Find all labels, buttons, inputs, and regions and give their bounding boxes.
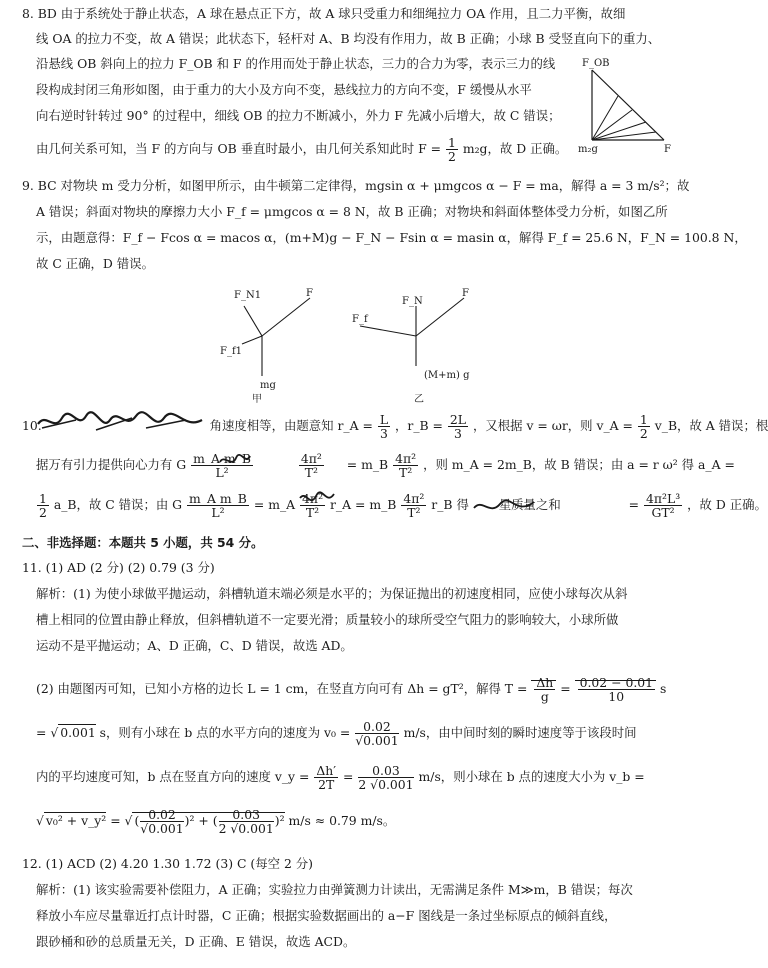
q11-line-1: 解析：(1) 为使小球做平抛运动，斜槽轨道末端必须是水平的；为保证抛出的初速度相同，应使小球每次从斜 [36, 586, 628, 601]
q11-line-5-a: = [36, 725, 47, 740]
q8-line-3: 沿悬线 OB 斜向上的拉力 F_OB 和 F 的作用而处于静止状态，三力的合力为零，表示三力的线 [36, 56, 556, 71]
handwriting-scribble [470, 494, 540, 520]
caption-jia: 甲 [252, 394, 262, 405]
q11-line-5-c: s，则有小球在 b 点的水平方向的速度为 v₀ = [99, 725, 351, 740]
q8-line-6-a: 由几何关系可知，当 F 的方向与 OB 垂直时最小，由几何关系知此时 F = [36, 141, 442, 156]
fob-label: F_OB [582, 58, 610, 69]
q11-line-6-c: m/s，则小球在 b 点的速度大小为 v_b = [418, 769, 645, 784]
q10-line-1-d: ，又根据 v = ωr，则 v_A = [472, 418, 633, 433]
section-heading: 二、非选择题：本题共 5 小题，共 54 分。 [22, 535, 264, 550]
q10-line-3-b: = m_A [253, 497, 296, 512]
force-triangle-figure [578, 56, 688, 156]
fraction: $\frac{\text{4π²}}{\text{T²}}$ [403, 491, 425, 520]
q11-line-4-c: s [659, 681, 667, 696]
fraction: $\frac{2L}{3}$ [449, 412, 467, 441]
fraction: $\frac{\text{4π²}}{\text{T²}}$ [395, 451, 417, 480]
q8-line-4: 段构成封闭三角形如图，由于重力的大小及方向不变，悬线拉力的方向不变，F 缓慢从水平 [36, 82, 532, 97]
q11-line-5-d: m/s，由中间时刻的瞬时速度等于该段时间 [403, 725, 637, 740]
q11-line-2: 槽上相同的位置由静止释放，但斜槽轨道不一定要光滑；质量较小的球所受空气阻力的影响较大，小球所做 [36, 612, 619, 627]
q11-line-6-a: 内的平均速度可知，b 点在竖直方向的速度 v_y = [36, 769, 310, 784]
q11-head: 11. (1) AD (2 分) (2) 0.79 (3 分) [22, 560, 215, 575]
ff1-label: F_f1 [220, 346, 243, 357]
mg-label: m₂g [578, 144, 598, 155]
f-label: F [664, 144, 671, 155]
force-diagram-yi [350, 284, 490, 404]
q10-line-2 [36, 452, 735, 479]
q8-line-5: 向右逆时针转过 90° 的过程中，细线 OB 的拉力不断减小，外力 F 先减小后增大，故 C 错误； [36, 108, 561, 123]
q10-line-1-e: v_B，故 A 错误；根 [654, 418, 768, 433]
q11-line-4-a: (2) 由题图丙可知，已知小方格的边长 L = 1 cm，在竖直方向可有 Δh = gT²，解得 T = [36, 681, 528, 696]
q10-line-3-e: 星质量之和 [498, 497, 561, 512]
q8-line-2: 线 OA 的拉力不变，故 A 错误；此状态下，轻杆对 A、B 均没有作用力，故 B 正确；小球 B 受竖直向下的重力、 [36, 31, 661, 46]
q11-line-6-b: = [343, 769, 354, 784]
mg-label: (M+m) g [424, 370, 470, 381]
q11-line-3: 运动不是平抛运动；A、D 正确，C、D 错误，故选 AD。 [36, 638, 353, 653]
q10-line-2-a: 据万有引力提供向心力有 G [36, 457, 187, 472]
q11-line-7: √ v₀² + v_y² = √ ( $\frac{0.02}{√0.001}$ )² + ( $\frac{0.03}{2 √0.001}$ )² m/s ≈ 0.79 m/s。 [36, 807, 396, 836]
q10-line-1-a: 10. [22, 418, 42, 433]
fraction: $\frac{\text{4π²}}{\text{T²}}$ [302, 491, 324, 520]
fraction: $\frac{\text{4π²}}{\text{T²}}$ [300, 451, 322, 480]
q8-line-1: 8. BD 由于系统处于静止状态，A 球在悬点正下方，故 A 球只受重力和细绳拉力 OA 作用，且二力平衡，故细 [22, 6, 626, 21]
mg-label: mg [260, 380, 276, 391]
q12-line-3: 跟砂桶和砂的总质量无关，D 正确、E 错误，故选 ACD。 [36, 934, 356, 949]
fraction: $\frac{L}{3}$ [379, 412, 389, 441]
q10-line-3-a: a_B，故 C 错误；由 G [53, 497, 183, 512]
fraction: $\frac{0.03}{2 √0.001}$ [358, 763, 414, 792]
fn-label: F_N [402, 296, 423, 307]
handwriting-scribble [36, 410, 206, 436]
q10-line-2-b: = m_B [346, 457, 389, 472]
ff-label: F_f [352, 314, 368, 325]
f-label: F [306, 288, 313, 299]
q8-line-6-b: m₂g，故 D 正确。 [462, 141, 568, 156]
fraction: $\frac{1}{2}$ [39, 491, 47, 520]
q10-line-2-c: ，则 m_A = 2m_B，故 B 错误；由 a = r ω² 得 a_A = [423, 457, 735, 472]
fraction: $\frac{0.02}{√0.001}$ [355, 719, 399, 748]
fraction: $\frac{\text{m\_A m\_B}}{\text{L²}}$ [193, 451, 251, 480]
fraction: $\frac{1}{2}$ [447, 135, 456, 164]
sqrt-value: 0.001 [60, 725, 96, 740]
q9-line-3: 示，由题意得：F_f − Fcos α = macos α，(m+M)g − F_N − Fsin α = masin α，解得 F_f = 25.6 N，F_N = 100.8 N， [36, 230, 747, 245]
sqrt: ( $\frac{0.02}{√0.001}$ )² + ( $\frac{0.03}{2 √0.001}$ )² [134, 807, 285, 836]
q9-line-1: 9. BC 对物块 m 受力分析，如图甲所示，由牛顿第二定律得，mgsin α + μmgcos α − F = ma，解得 a = 3 m/s²；故 [22, 178, 690, 193]
q9-line-2: A 错误；斜面对物块的摩擦力大小 F_f = μmgcos α = 8 N，故 B 正确；对物块和斜面体整体受力分析，如图乙所 [36, 204, 668, 219]
force-diagram-jia [214, 284, 324, 404]
fraction: $\frac{\Delta h'}{2T}$ [316, 763, 337, 792]
q9-line-4: 故 C 正确，D 错误。 [36, 256, 154, 271]
q11-line-7-b: = [110, 813, 121, 828]
fraction: $\frac{\text{4π²L³}}{\text{GT²}}$ [645, 491, 681, 520]
fn1-label: F_N1 [234, 290, 262, 301]
q10-line-3 [36, 492, 767, 519]
handwriting-scribble [150, 448, 350, 528]
sqrt-value: v₀² + v_y² [45, 813, 107, 828]
q10-line-3-d: r_B 得 [431, 497, 469, 512]
q12-line-2: 释放小车应尽量靠近打点计时器，C 正确；根据实验数据画出的 a−F 图线是一条过坐标原点的倾斜直线， [36, 908, 617, 923]
q11-line-4-b: = [560, 681, 571, 696]
q11-line-7-c: m/s ≈ 0.79 m/s。 [288, 813, 396, 828]
q10-line-1-b: 角速度相等，由题意知 r_A = [209, 418, 373, 433]
q10-line-3-f: = [628, 497, 640, 512]
f-label: F [462, 288, 469, 299]
q11-line-4 [36, 676, 666, 703]
q11-line-5: = √ 0.001 s，则有小球在 b 点的水平方向的速度为 v₀ = $\frac{0.02}{√0.001}$ m/s，由中间时刻的瞬时速度等于该段时间 [36, 719, 637, 748]
caption-yi: 乙 [414, 394, 424, 405]
sqrt: $\frac{0.02 - 0.01}{10}$ [575, 680, 656, 696]
q12-line-1: 解析：(1) 该实验需要补偿阻力，A 正确；实验拉力由弹簧测力计读出，无需满足条件 M≫m，B 错误；每次 [36, 882, 633, 897]
q12-head: 12. (1) ACD (2) 4.20 1.30 1.72 (3) C (每空 2 分) [22, 856, 314, 871]
fraction: $\frac{\text{m\_A m\_B}}{\text{L²}}$ [189, 491, 247, 520]
q11-line-6 [36, 764, 645, 791]
q10-line-3-c: r_A = m_B [330, 497, 397, 512]
q8-line-6 [36, 136, 567, 163]
sqrt: $\frac{\Delta h}{g}$ [531, 680, 556, 696]
fraction: $\frac{1}{2}$ [639, 412, 648, 441]
q10-line-3-g: ，故 D 正确。 [687, 497, 767, 512]
q10-line-1-c: ，r_B = [395, 418, 443, 433]
